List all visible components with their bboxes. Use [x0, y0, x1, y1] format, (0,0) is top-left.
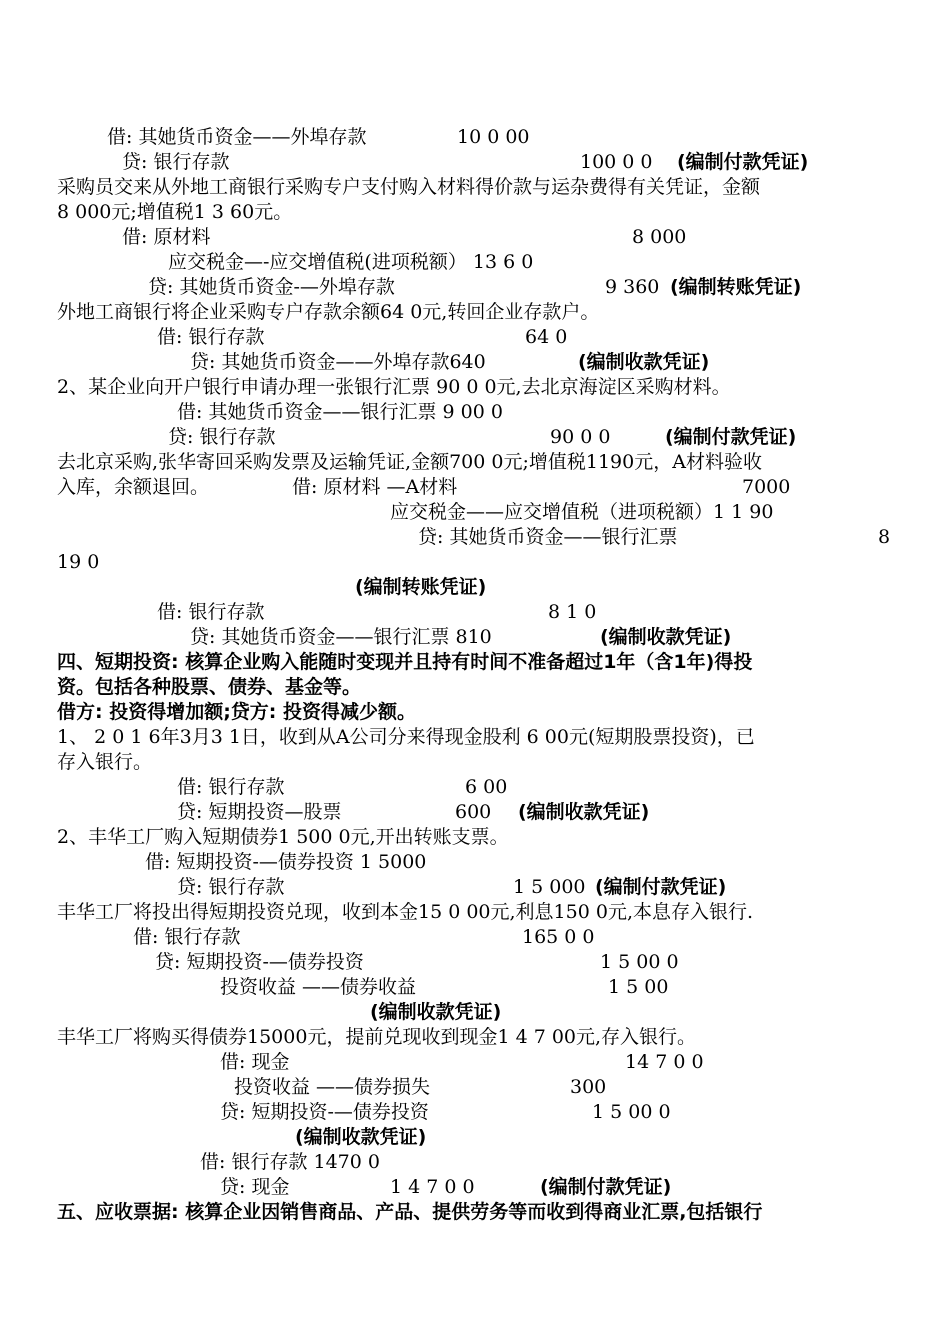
- text-line: 100 0 0: [580, 151, 653, 173]
- text-line: 8 1 0: [548, 601, 597, 623]
- bold-text-line: (编制付款凭证): [540, 1176, 672, 1198]
- text-line: 贷: 银行存款: [168, 426, 276, 448]
- text-line: 9 360: [605, 276, 660, 298]
- text-line: 7000: [742, 476, 791, 498]
- text-line: 64 0: [525, 326, 568, 348]
- text-line: 1 5 000: [513, 876, 586, 898]
- text-line: 投资收益 ——债券损失: [234, 1076, 431, 1098]
- text-line: 丰华工厂将购买得债券15000元，提前兑现收到现金1 4 7 00元,存入银行。: [57, 1026, 697, 1048]
- bold-text-line: (编制付款凭证): [677, 151, 809, 173]
- text-line: 贷: 其她货币资金——银行汇票: [418, 526, 678, 548]
- text-line: 借: 银行存款: [177, 776, 285, 798]
- bold-text-line: (编制收款凭证): [370, 1001, 502, 1023]
- text-line: 6 00: [465, 776, 508, 798]
- text-line: 19 0: [57, 551, 100, 573]
- text-line: 外地工商银行将企业采购专户存款余额64 0元,转回企业存款户。: [57, 301, 600, 323]
- text-line: 应交税金—-应交增值税(进项税额） 13 6 0: [168, 251, 534, 273]
- text-line: 贷: 短期投资-—债券投资: [155, 951, 364, 973]
- bold-text-line: (编制付款凭证): [665, 426, 797, 448]
- text-line: 14 7 0 0: [625, 1051, 704, 1073]
- text-line: 借: 其她货币资金——银行汇票 9 00 0: [177, 401, 503, 423]
- text-line: 1 5 00 0: [600, 951, 679, 973]
- text-line: 1、 2 0 1 6年3月3 1日，收到从A公司分来得现金股利 6 00元(短期股票投资)，已: [57, 726, 755, 748]
- text-line: 借: 银行存款: [133, 926, 241, 948]
- bold-text-line: (编制转账凭证): [670, 276, 802, 298]
- text-line: 8: [878, 526, 891, 548]
- text-line: 8 000: [632, 226, 687, 248]
- text-line: 90 0 0: [550, 426, 611, 448]
- text-line: 贷: 银行存款: [177, 876, 285, 898]
- text-line: 10 0 00: [457, 126, 530, 148]
- text-line: 去北京采购,张华寄回采购发票及运输凭证,金额700 0元;增值税1190元，A材料验收: [57, 451, 762, 473]
- text-line: 贷: 其她货币资金——外埠存款640: [190, 351, 486, 373]
- text-line: 借: 银行存款: [157, 601, 265, 623]
- text-line: 贷: 其她货币资金-—外埠存款: [148, 276, 395, 298]
- bold-text-line: (编制收款凭证): [518, 801, 650, 823]
- text-line: 借: 原材料 —A材料: [292, 476, 458, 498]
- text-line: 借: 原材料: [122, 226, 211, 248]
- bold-text-line: (编制收款凭证): [600, 626, 732, 648]
- bold-text-line: (编制收款凭证): [578, 351, 710, 373]
- text-line: 165 0 0: [522, 926, 595, 948]
- text-line: 借: 银行存款: [157, 326, 265, 348]
- text-line: 2、某企业向开户银行申请办理一张银行汇票 90 0 0元,去北京海淀区采购材料。: [57, 376, 731, 398]
- text-line: 贷: 银行存款: [122, 151, 230, 173]
- bold-text-line: (编制收款凭证): [295, 1126, 427, 1148]
- bold-text-line: 借方: 投资得增加额;贷方: 投资得减少额。: [57, 701, 417, 723]
- text-line: 借: 短期投资-—债券投资 1 5000: [145, 851, 427, 873]
- text-line: 借: 银行存款 1470 0: [200, 1151, 380, 1173]
- text-line: 应交税金——应交增值税（进项税额）1 1 90: [390, 501, 774, 523]
- text-line: 1 4 7 0 0: [390, 1176, 475, 1198]
- bold-text-line: (编制转账凭证): [355, 576, 487, 598]
- text-line: 600: [455, 801, 492, 823]
- text-line: 入库，余额退回。: [57, 476, 210, 498]
- text-line: 投资收益 ——债券收益: [220, 976, 417, 998]
- text-line: 贷: 现金: [220, 1176, 290, 1198]
- text-line: 贷: 短期投资—股票: [177, 801, 342, 823]
- bold-text-line: 五、应收票据: 核算企业因销售商品、产品、提供劳务等而收到得商业汇票,包括银行: [57, 1201, 763, 1223]
- text-line: 借: 其她货币资金——外埠存款: [107, 126, 367, 148]
- text-line: 丰华工厂将投出得短期投资兑现，收到本金15 0 00元,利息150 0元,本息存入银行.: [57, 901, 754, 923]
- text-line: 贷: 短期投资-—债券投资: [220, 1101, 429, 1123]
- text-line: 1 5 00 0: [592, 1101, 671, 1123]
- text-line: 借: 现金: [220, 1051, 290, 1073]
- text-line: 300: [570, 1076, 607, 1098]
- text-line: 采购员交来从外地工商银行采购专户支付购入材料得价款与运杂费得有关凭证，金额: [57, 176, 761, 198]
- text-line: 存入银行。: [57, 751, 153, 773]
- text-line: 8 000元;增值税1 3 60元。: [57, 201, 293, 223]
- bold-text-line: 四、短期投资: 核算企业购入能随时变现并且持有时间不准备超过1年（含1年)得投: [57, 651, 753, 673]
- bold-text-line: 资。包括各种股票、债券、基金等。: [57, 676, 362, 698]
- bold-text-line: (编制付款凭证): [595, 876, 727, 898]
- text-line: 1 5 00: [608, 976, 669, 998]
- text-line: 2、丰华工厂购入短期债券1 500 0元,开出转账支票。: [57, 826, 509, 848]
- text-line: 贷: 其她货币资金——银行汇票 810: [190, 626, 492, 648]
